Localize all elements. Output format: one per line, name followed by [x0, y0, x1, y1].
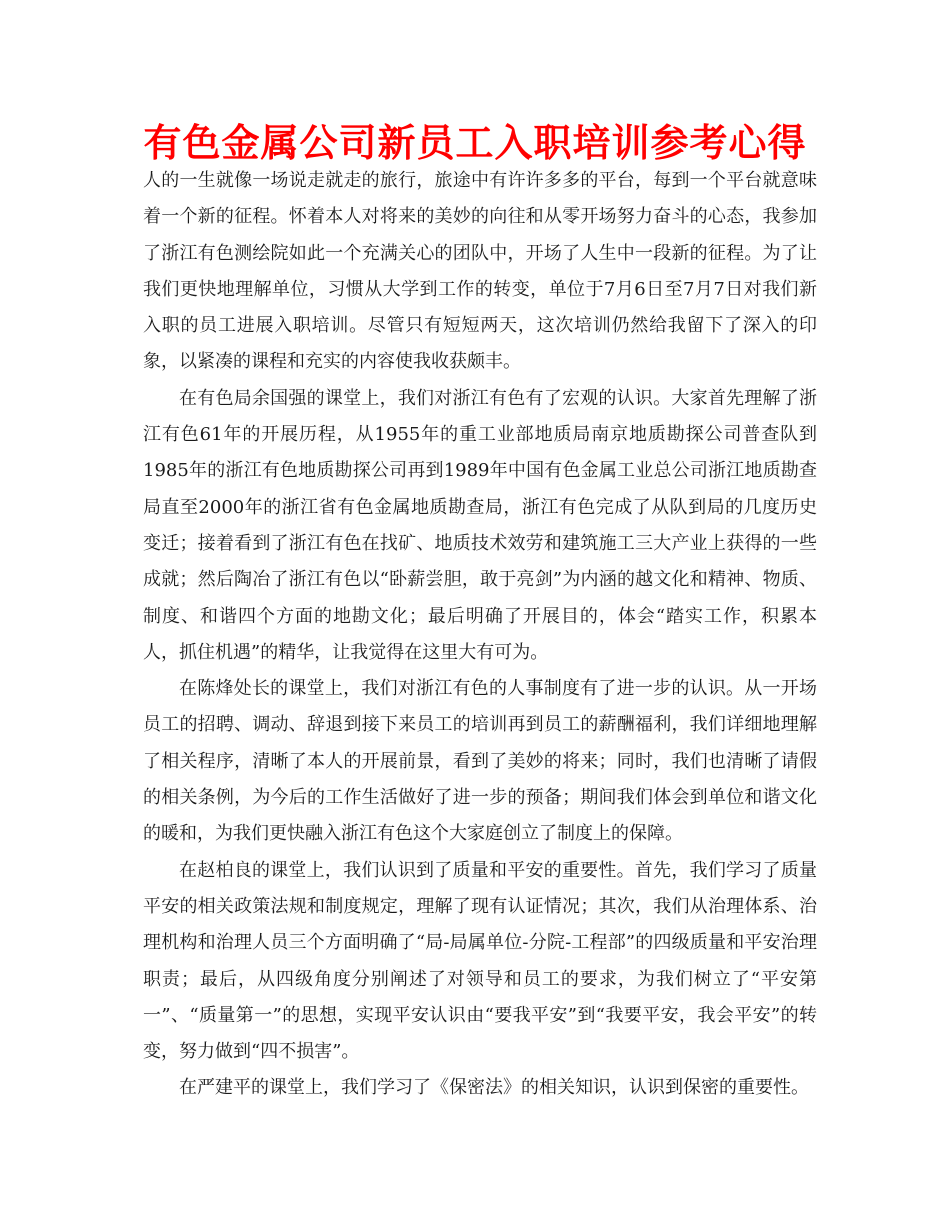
document-title: 有色金属公司新员工入职培训参考心得 [143, 121, 807, 165]
paragraph-5: 在严建平的课堂上，我们学习了《保密法》的相关知识，认识到保密的重要性。 [179, 1077, 809, 1099]
document-body [143, 163, 817, 1107]
paragraph-2: 在有色局余国强的课堂上，我们对浙江有色有了宏观的认识。大家首先理解了浙江有色61年的开展历程，从1955年的重工业部地质局南京地质勘探公司普查队到1985年的浙江有色地质勘探公司再到1989年中国有色金属工业总公司浙江地质勘查局直至2000年的浙江省有色金属地质勘查局，浙江有色完成了从队到局的几度历史变迁；接着看到了浙江有色在找矿、地质技术效劳和建筑施工三大产业上获得的一些成就；然后陶冶了浙江有色以“卧薪尝胆，敢于亮剑”为内涵的越文化和精神、物质、制度、和谐四个方面的地勘文化；最后明确了开展目的，体会“踏实工作，积累本人，抓住机遇”的精华，让我觉得在这里大有可为。 [143, 387, 817, 663]
paragraph-4: 在赵柏良的课堂上，我们认识到了质量和平安的重要性。首先，我们学习了质量平安的相关政策法规和制度规定，理解了现有认证情况；其次，我们从治理体系、治理机构和治理人员三个方面明确了“局-局属单位-分院-工程部”的四级质量和平安治理职责；最后，从四级角度分别阐述了对领导和员工的要求，为我们树立了“平安第一”、“质量第一”的思想，实现平安认识由“要我平安”到“我要平安，我会平安”的转变，努力做到“四不损害”。 [143, 859, 817, 1063]
paragraph-3: 在陈烽处长的课堂上，我们对浙江有色的人事制度有了进一步的认识。从一开场员工的招聘、调动、辞退到接下来员工的培训再到员工的薪酬福利，我们详细地理解了相关程序，清晰了本人的开展前景，看到了美妙的将来；同时，我们也清晰了请假的相关条例，为今后的工作生活做好了进一步的预备；期间我们体会到单位和谐文化的暖和，为我们更快融入浙江有色这个大家庭创立了制度上的保障。 [143, 678, 817, 845]
paragraph-1: 人的一生就像一场说走就走的旅行，旅途中有许许多多的平台，每到一个平台就意味着一个新的征程。怀着本人对将来的美妙的向往和从零开场努力奋斗的心态，我参加了浙江有色测绘院如此一个充满关心的团队中，开场了人生中一段新的征程。为了让我们更快地理解单位，习惯从大学到工作的转变，单位于7月6日至7月7日对我们新入职的员工进展入职培训。尽管只有短短两天，这次培训仍然给我留下了深入的印象，以紧凑的课程和充实的内容使我收获颇丰。 [143, 170, 817, 373]
